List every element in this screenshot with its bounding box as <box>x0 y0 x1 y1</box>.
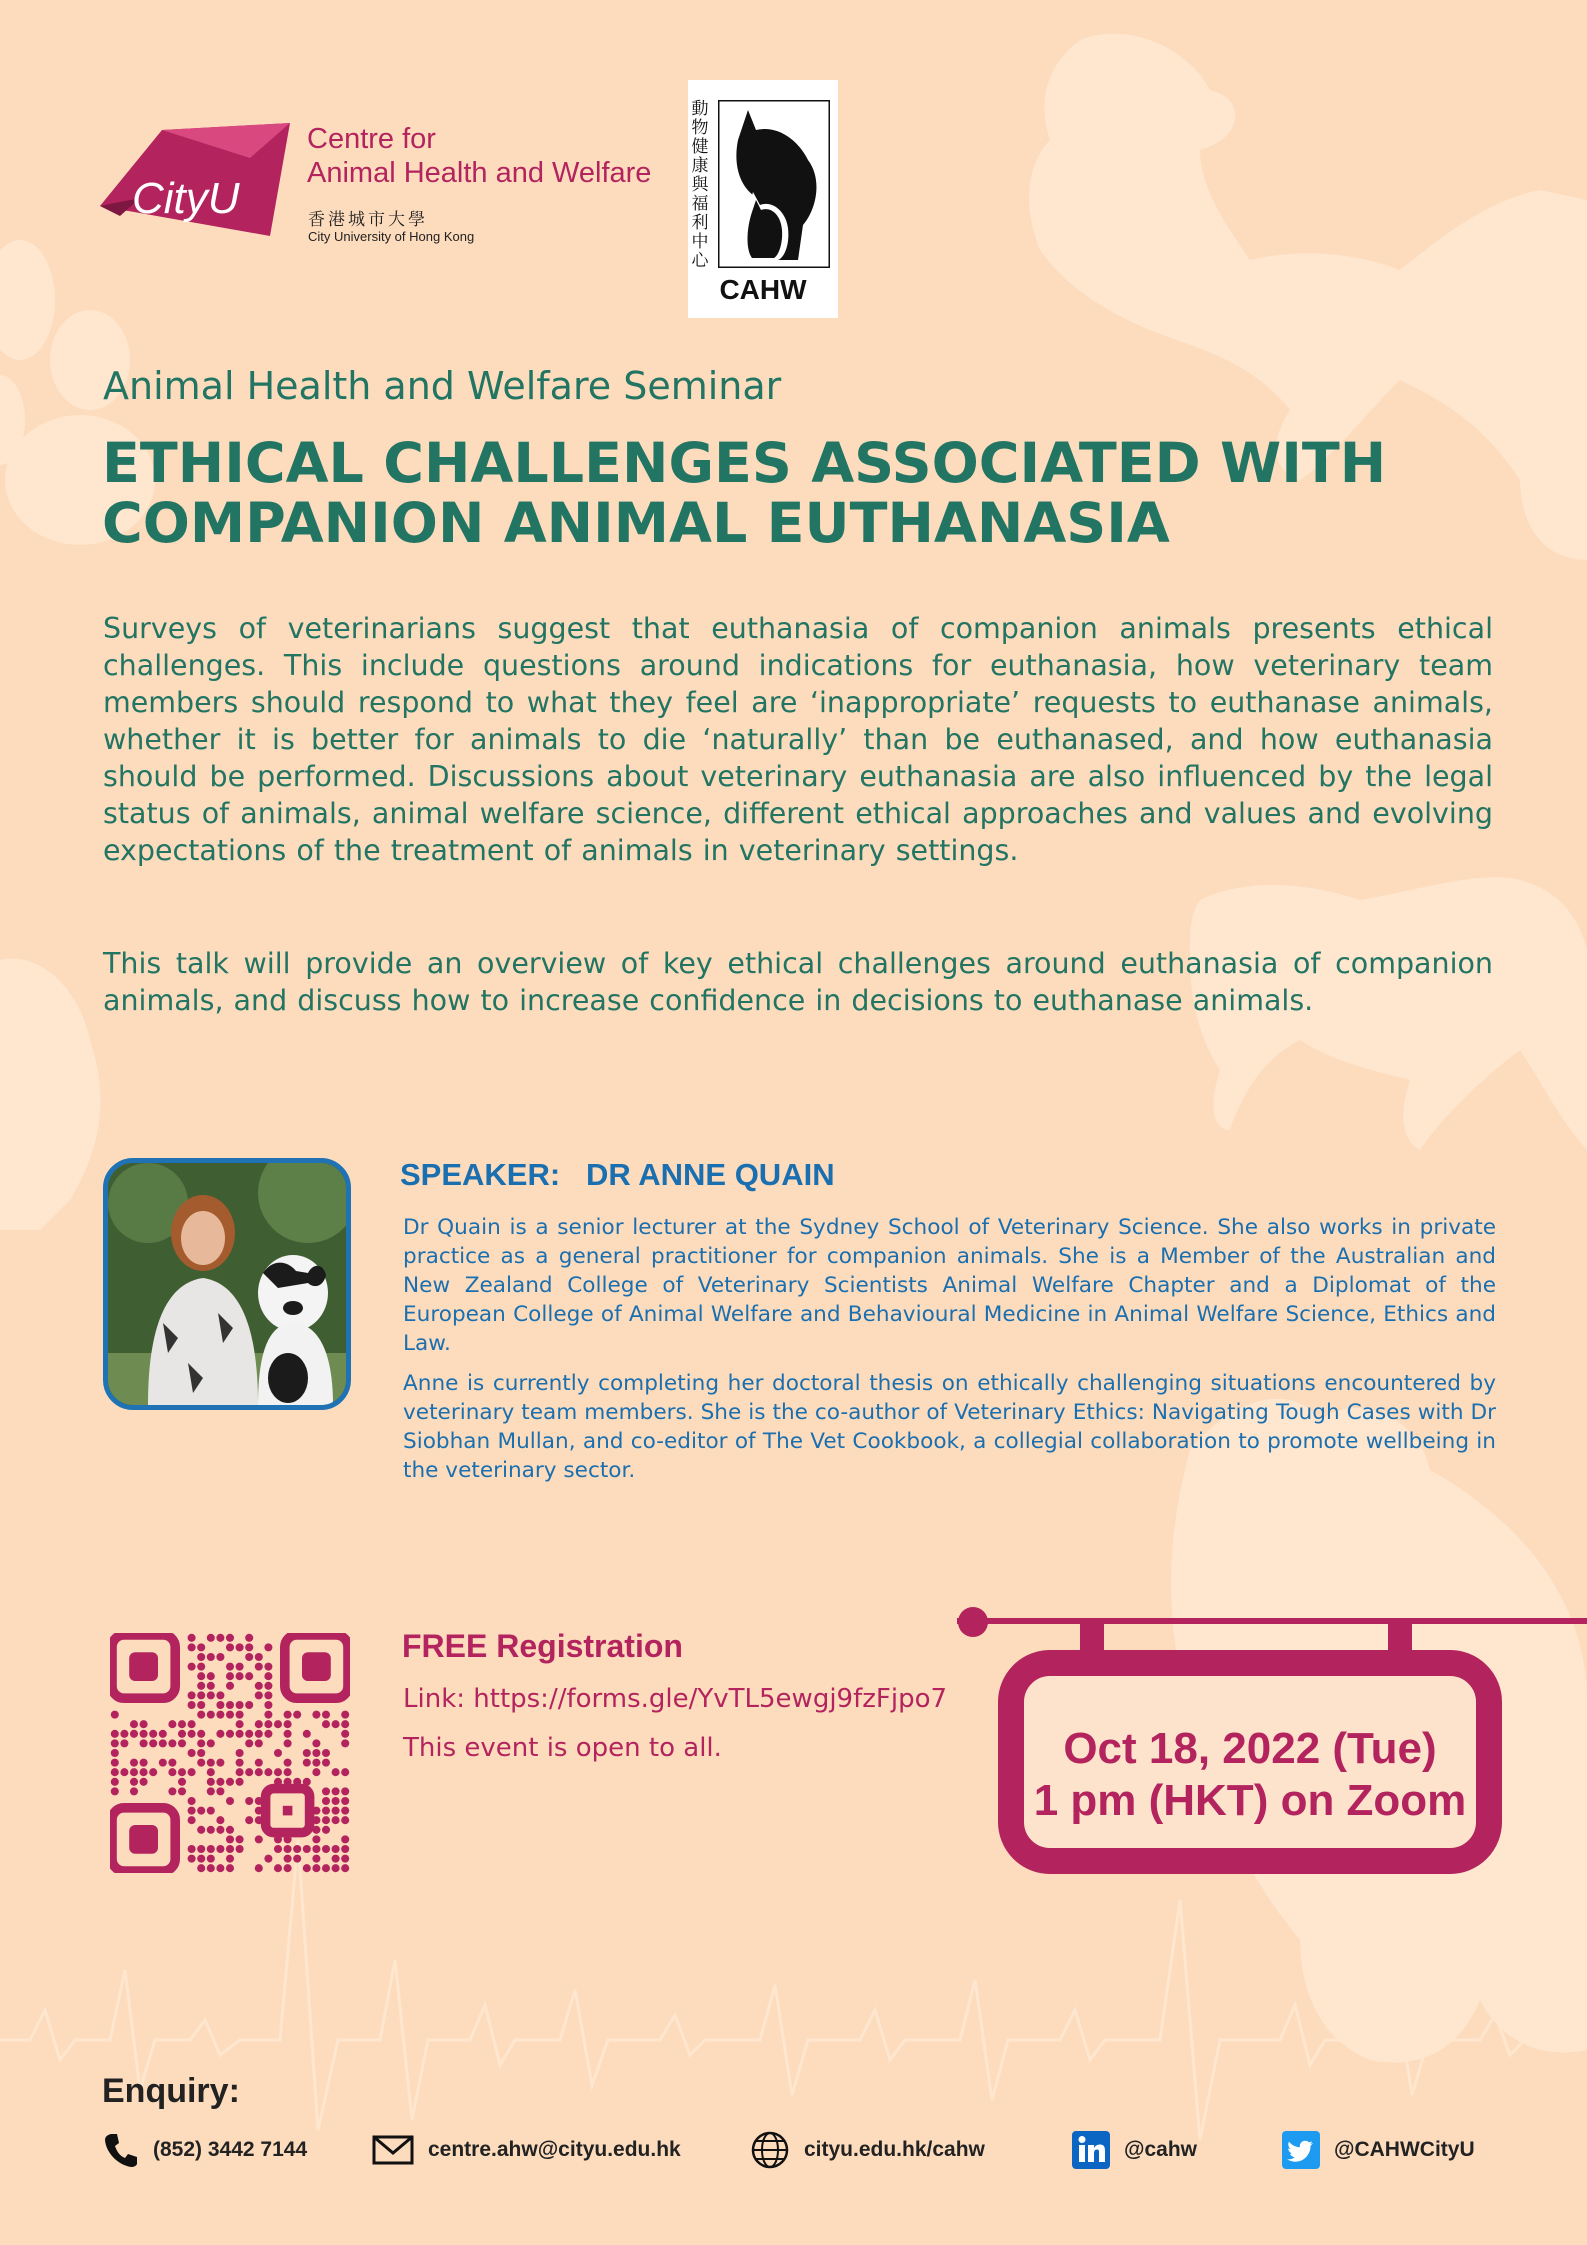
page-title: ETHICAL CHALLENGES ASSOCIATED WITH COMPANION ANIMAL EUTHANASIA <box>102 431 1387 556</box>
seminar-series: Animal Health and Welfare Seminar <box>103 364 782 408</box>
registration-link[interactable]: Link: https://forms.gle/YvTL5ewgj9fzFjpo7 <box>403 1684 948 1714</box>
university-name-en: City University of Hong Kong <box>308 229 475 244</box>
sign-knob <box>958 1607 988 1637</box>
contact-email[interactable] <box>372 2130 681 2170</box>
speaker-label: SPEAKER: <box>400 1157 561 1192</box>
website-url: cityu.edu.hk/cahw <box>804 2138 985 2161</box>
dog-cat-icon <box>718 100 830 268</box>
linkedin-handle: @cahw <box>1124 2138 1197 2161</box>
cahw-label: CAHW <box>719 274 807 305</box>
speaker-name: DR ANNE QUAIN <box>586 1157 835 1192</box>
twitter-icon <box>1282 2131 1320 2169</box>
twitter-handle: @CAHWCityU <box>1334 2138 1475 2161</box>
intro-paragraph-1: Surveys of veterinarians suggest that euthanasia of companion animals presents ethical challenges. This include questions around indications for euthanasia, how veterinary team members should respond to what they feel are ‘inappropriate’ requests to euthanase animals, whether it is better for animals to die ‘naturally’ than be euthanased, and how euthanasia should be performed. Discussions about veterinary euthanasia are also influenced by the legal status of animals, animal welfare science, different ethical approaches and values and evolving expectations of the treatment of animals in veterinary settings. <box>103 612 1493 867</box>
contact-twitter[interactable] <box>1282 2130 1475 2170</box>
event-date: Oct 18, 2022 (Tue) <box>1063 1724 1437 1773</box>
speaker-photo <box>103 1158 351 1410</box>
cahw-name-zh: 動物健康與福利中心 <box>691 99 709 271</box>
contact-linkedin[interactable] <box>1072 2130 1197 2170</box>
contact-website[interactable] <box>750 2130 985 2170</box>
registration-qr-code[interactable] <box>110 1633 350 1873</box>
cahw-logo <box>688 80 838 318</box>
email-address: centre.ahw@cityu.edu.hk <box>428 2138 681 2161</box>
speaker-bio-1: Dr Quain is a senior lecturer at the Sydney School of Veterinary Science. She also works in private practice as a general practitioner for companion animals. She is a Member of the Australian and New Zealand College of Veterinary Scientists Animal Welfare Chapter and a Diplomat of the European College of Animal Welfare and Behavioural Medicine in Animal Welfare Science, Ethics and Law. <box>403 1215 1496 1356</box>
envelope-icon <box>372 2135 414 2165</box>
cityu-mark: CityU <box>132 174 240 223</box>
linkedin-icon <box>1072 2131 1110 2169</box>
event-time: 1 pm (HKT) on Zoom <box>1033 1776 1467 1825</box>
contact-phone[interactable] <box>103 2130 307 2170</box>
intro-paragraph-2: This talk will provide an overview of key ethical challenges around euthanasia of companion animals, and discuss how to increase confidence in decisions to euthanase animals. <box>103 947 1493 1017</box>
phone-number: (852) 3442 7144 <box>153 2138 308 2161</box>
globe-icon <box>750 2130 790 2170</box>
university-name-zh: 香港城市大學 <box>308 210 428 230</box>
registration-title: FREE Registration <box>402 1628 683 1664</box>
phone-icon <box>103 2132 139 2168</box>
sign-rod <box>957 1618 1587 1624</box>
centre-name: Centre for Animal Health and Welfare <box>307 123 652 189</box>
speaker-bio-2: Anne is currently completing her doctoral thesis on ethically challenging situations encountered by veterinary team members. She is the co-author of Veterinary Ethics: Navigating Tough Cases with Dr Siobhan Mullan, and co-editor of The Vet Cookbook, a collegial collaboration to promote wellbeing in the veterinary sector. <box>403 1371 1496 1483</box>
enquiry-label: Enquiry: <box>102 2072 240 2110</box>
cityu-logo <box>100 118 295 243</box>
registration-note: This event is open to all. <box>403 1733 722 1763</box>
